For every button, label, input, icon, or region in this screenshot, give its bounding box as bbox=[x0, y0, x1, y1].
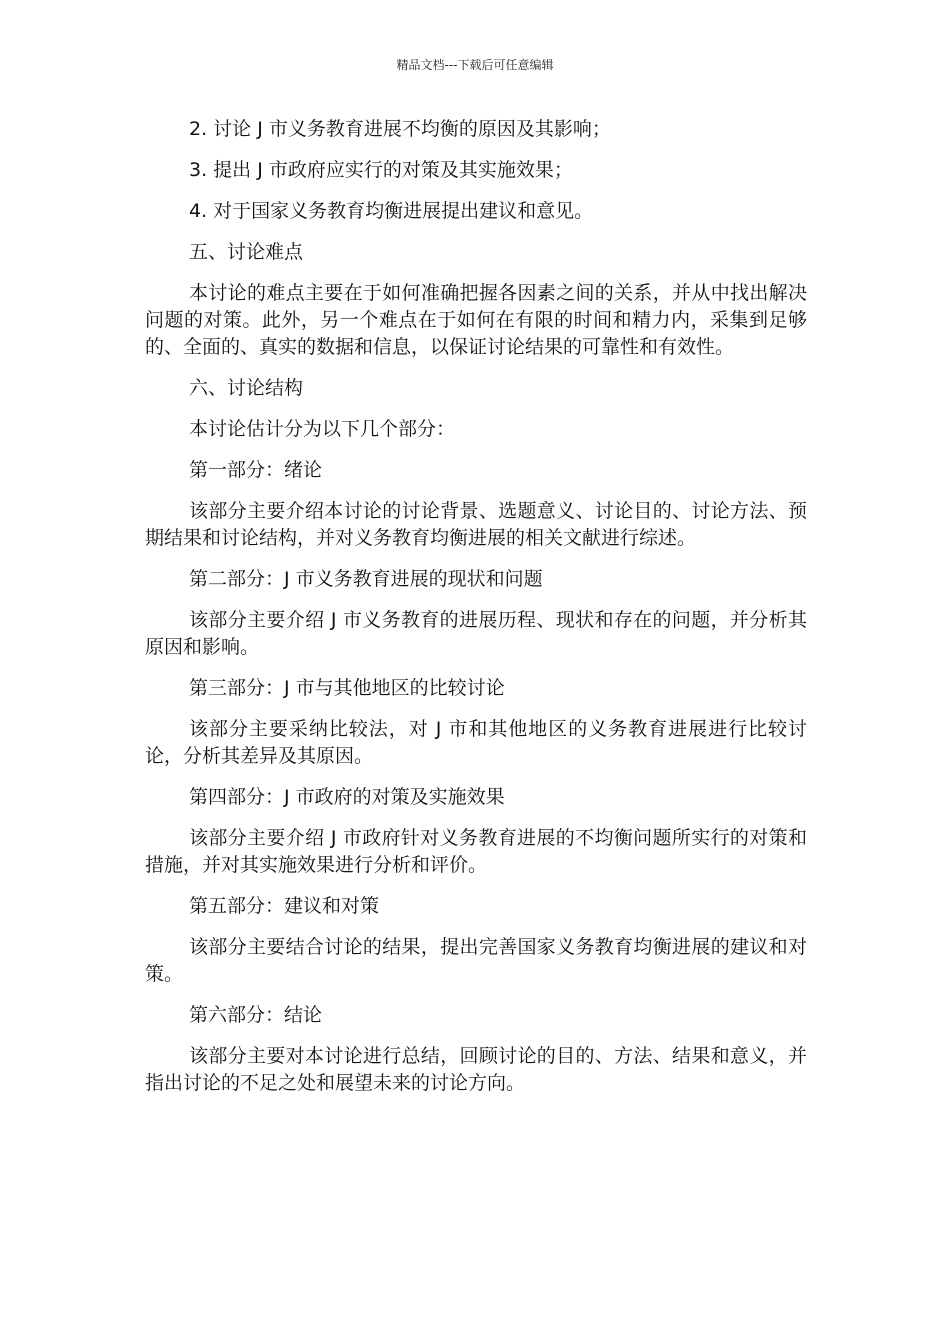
part-3-body: 该部分主要采纳比较法，对 J 市和其他地区的义务教育进展进行比较讨论，分析其差异及其原因。 bbox=[145, 718, 807, 767]
part-6-body: 该部分主要对本讨论进行总结，回顾讨论的目的、方法、结果和意义，并指出讨论的不足之处和展望未来的讨论方向。 bbox=[145, 1045, 807, 1094]
document-body bbox=[145, 116, 807, 1111]
section-heading-difficulties: 五、讨论难点 bbox=[189, 241, 304, 263]
part-1-heading: 第一部分：绪论 bbox=[189, 459, 323, 481]
part-5-body: 该部分主要结合讨论的结果，提出完善国家义务教育均衡进展的建议和对策。 bbox=[145, 936, 807, 985]
structure-intro: 本讨论估计分为以下几个部分： bbox=[189, 418, 456, 440]
list-item-2: 2. 讨论 J 市义务教育进展不均衡的原因及其影响； bbox=[189, 118, 611, 140]
part-4-body: 该部分主要介绍 J 市政府针对义务教育进展的不均衡问题所实行的对策和措施，并对其实施效果进行分析和评价。 bbox=[145, 827, 807, 876]
list-item-3: 3. 提出 J 市政府应实行的对策及其实施效果； bbox=[189, 159, 573, 181]
page-header: 精品文档---下载后可任意编辑 bbox=[396, 58, 554, 72]
list-item-4: 4. 对于国家义务教育均衡进展提出建议和意见。 bbox=[189, 200, 594, 222]
part-3-heading: 第三部分：J 市与其他地区的比较讨论 bbox=[189, 677, 505, 699]
section-heading-structure: 六、讨论结构 bbox=[189, 377, 304, 399]
difficulties-paragraph: 本讨论的难点主要在于如何准确把握各因素之间的关系，并从中找出解决问题的对策。此外，另一个难点在于如何在有限的时间和精力内，采集到足够的、全面的、真实的数据和信息，以保证讨论结果的可靠性和有效性。 bbox=[145, 282, 807, 358]
part-1-body: 该部分主要介绍本讨论的讨论背景、选题意义、讨论目的、讨论方法、预期结果和讨论结构，并对义务教育均衡进展的相关文献进行综述。 bbox=[145, 500, 807, 549]
part-6-heading: 第六部分：结论 bbox=[189, 1004, 323, 1026]
part-4-heading: 第四部分：J 市政府的对策及实施效果 bbox=[189, 786, 505, 808]
part-5-heading: 第五部分：建议和对策 bbox=[189, 895, 380, 917]
part-2-heading: 第二部分：J 市义务教育进展的现状和问题 bbox=[189, 568, 543, 590]
part-2-body: 该部分主要介绍 J 市义务教育的进展历程、现状和存在的问题，并分析其原因和影响。 bbox=[145, 609, 807, 658]
